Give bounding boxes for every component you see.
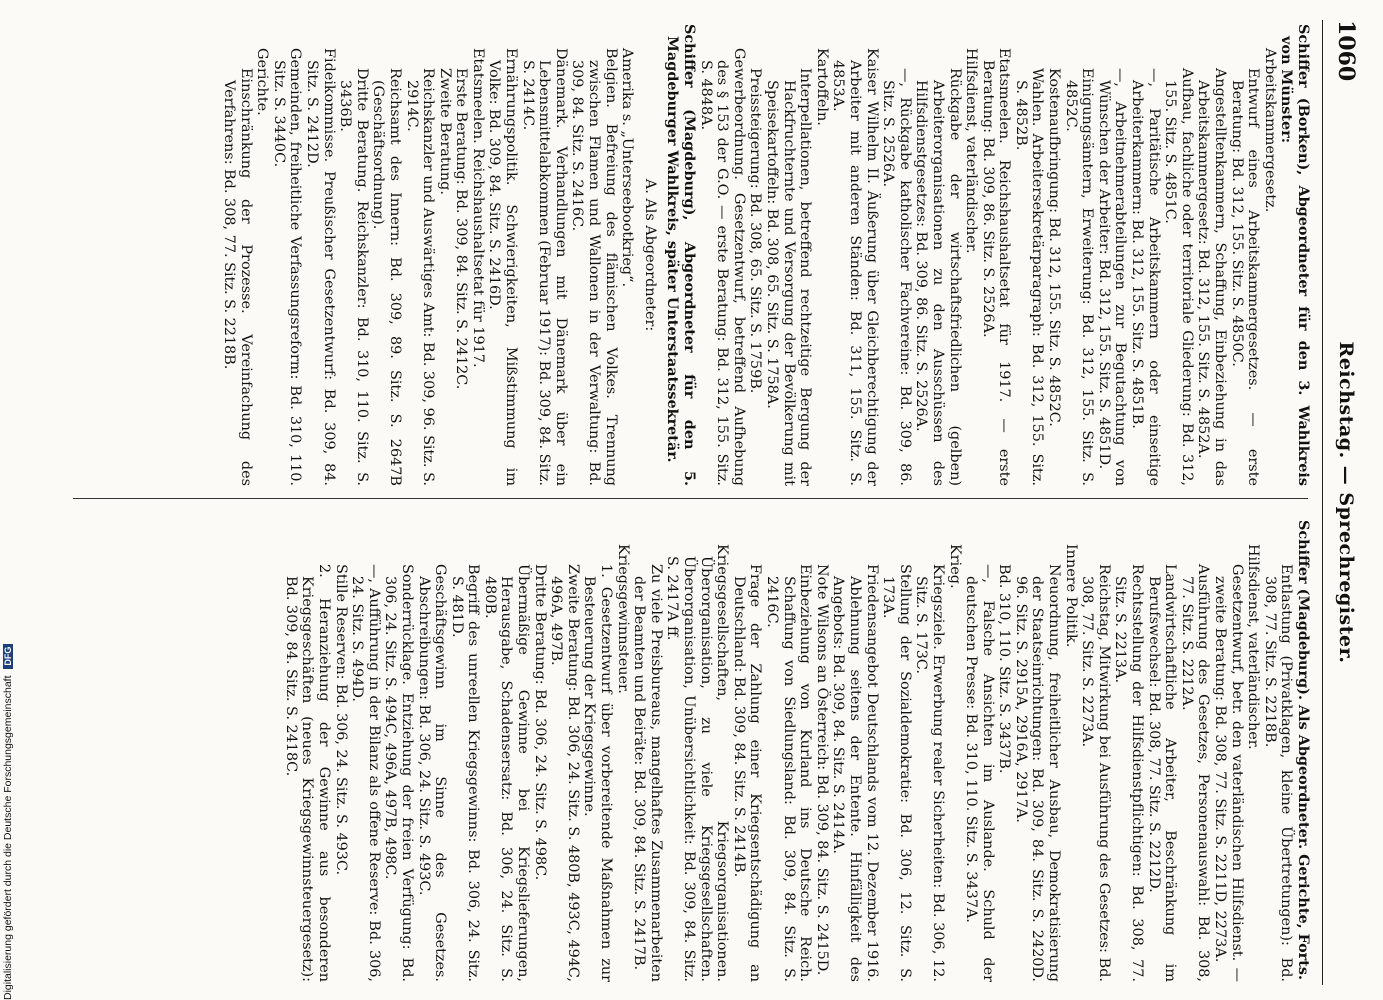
funding-note: Digitalisierung gefördert durch die Deutsche Forschungsgemeinschaft [2,675,14,1000]
index-entry: Note Wilsons an Österreich: Bd. 309, 84. Sitz. S. 2415D. [813,564,830,976]
index-entry: Friedensangebot Deutschlands vom 12. Dezember 1916. Ablehnung seitens der Entente. Hinfälligkeit des Angebots: Bd. 309, 84. Sitz. S. 2414A. [830,564,880,982]
index-entry: —, Rückgabe katholischer Fachvereine: Bd. 309, 86. Sitz. S. 2526A. [880,68,913,486]
index-entry: Zweite Beratung. [436,68,453,195]
index-entry: Fideikommisse. Preußischer Gesetzentwurf: Bd. 309, 84. Sitz. S. 2412D. [303,48,337,486]
index-entry: Interpellationen, betreffend rechtzeitige Bergung der Hackfruchternte und Versorgung der Bevölkerung mit Speisekartoffeln: Bd. 308, 65. Sitz. S. 1758A. [764,68,814,486]
index-entry: —, Paritätische Arbeitskammern oder einseitige Arbeiterkammern: Bd. 312, 155. Sitz. S. 4851B. [1129,68,1162,486]
index-entry: Etatsmeelen. Reichshaushaltsetat für 1917. [469,48,486,368]
dfg-logo: DFG [3,644,13,669]
column-divider [73,498,1308,499]
page-number: 1060 [1333,20,1359,82]
index-entry: Ausführung des Gesetzes, Personenauswahl: Bd. 308, 77. Sitz. S. 2212A. [1178,564,1212,982]
index-entry: Dritte Beratung: Bd. 306, 24. Sitz. S. 498C. [531,564,548,881]
index-entry: Kaiser Wilhelm II. Äußerung über Gleichberechtigung der Arbeiter mit anderen Ständen: Bd. 311, 155. Sitz. S. 4853A. [830,48,880,486]
funding-sidebar [0,0,16,1000]
section-heading: A. Als Abgeordneter: [641,178,658,332]
index-entry: Dänemark. Verhandlungen mit Dänemark über ein Lebensmittelabkommen (Februar 1917): Bd. 309, 84. Sitz. S. 2414C. [519,48,569,487]
index-entry: Angestelltenkammern, Schaffung, Einbeziehung in das Arbeitskammergesetz: Bd. 312, 155. Sitz. S. 4852A. [1195,68,1229,486]
index-entry: Kartoffeln. [813,48,830,126]
index-entry: Gewerbeordnung. Gesetzentwurf, betreffend Aufhebung des § 153 der G.O. — erste Beratung: Bd. 312, 155. Sitz. S. 4848A. [697,48,747,486]
index-entry: Zweite Beratung: Bd. 306, 24. Sitz. S. 480B, 493C, 494C, 496A, 497B. [548,564,581,982]
index-entry: Bd. 310, 110. Sitz. S. 3437B. [996,564,1013,774]
index-entry: Kriegsziele. Erwerbung realer Sicherheiten: Bd. 306, 12. Sitz. S. 173C. [913,564,946,982]
index-entry: Landwirtschaftliche Arbeiter, Beschränkung im Berufswechsel: Bd. 308, 77. Sitz. S. 2212D. [1145,564,1179,982]
running-title: Reichstag. — Sprechregister. [1335,341,1357,664]
index-entry: Gerichte. [254,48,271,116]
index-entry: Etatsmeelen. Reichshaushaltsetat für 1917. — erste Beratung: Bd. 309, 86. Sitz. S. 2526A. [979,48,1013,486]
index-entry: Wahlen. Arbeitersekretärparagraph: Bd. 312, 155. Sitz. S. 4852B. [1012,68,1046,486]
index-entry: Ernährungspolitik. Schwierigkeiten, Mißstimmung im Volke: Bd. 309, 84. Sitz. S. 2416D. [486,48,520,486]
index-entry: Entwurf eines Arbeitskammergesetzes. — erste Beratung: Bd. 312, 155. Sitz. S. 4850C. [1228,68,1262,486]
index-entry: —, Falsche Ansichten im Auslande. Schuld der deutschen Presse: Bd. 310, 110. Sitz. S. 3437A. [963,564,996,982]
index-entry: Preissteigerung: Bd. 308, 65. Sitz. S. 1759B. [747,68,764,394]
index-entry: Einigungsämtern, Erweiterung: Bd. 312, 155. Sitz. S. 4852C. [1062,68,1096,486]
entry-heading: Schiffer (Borken), Abgeordneter für den 3. Wahlkreis von Münster: [1278,24,1312,486]
index-entry: 2. Heranziehung der Gewinne aus besonderen Kriegsgeschäften (neues Kriegsgewinnsteuergesetz): Bd. 309, 84. Sitz. S. 2418C. [282,564,332,982]
index-entry: Übermäßige Gewinne bei Kriegslieferungen, Herausgabe, Schadensersatz: Bd. 306, 24. Sitz. S. 480B. [481,564,532,982]
index-entry: Reichskanzler und Auswärtiges Amt: Bd. 309, 96. Sitz. S. 2914C. [403,68,437,486]
index-entry: Hilfsdienst, vaterländischer. [1245,544,1262,750]
index-entry: Stellung der Sozialdemokratie: Bd. 306, 12. Sitz. S. 173A. [880,564,913,982]
index-entry: Krieg. [946,544,963,589]
index-entry: Aufbau, fachliche oder territoriale Gliederung: Bd. 312, 155. Sitz. S. 4851C. [1162,68,1195,486]
index-entry: Begriff des unreellen Kriegsgewinns: Bd. 306, 24. Sitz. S. 481D. [448,564,482,982]
index-entry: Frage der Zahlung einer Kriegsentschädigung an Deutschland: Bd. 309, 84. Sitz. S. 2414B. [730,564,764,982]
index-entry: 1. Gesetzentwurf über vorbereitende Maßnahmen zur Besteuerung der Kriegsgewinne. [581,564,615,982]
index-entry: Arbeitskammergesetz. [1261,48,1278,213]
index-entry: Hilfsdienst, vaterländischer. [963,48,980,254]
index-entry: Rückgabe der wirtschaftsfriedlichen (gelben) Arbeiterorganisationen zu den Ausschüssen des Hilfsdienstgesetzes: Bd. 309, 86. Sitz. S. 2526A. [913,68,963,486]
index-entry: Einbeziehung von Kurland ins Deutsche Reich. Schaffung von Siedlungsland: Bd. 309, 84. Sitz. S. 2416C. [764,564,814,982]
index-entry: Gesetzentwurf, betr. den vaterländischen Hilfsdienst. — zweite Beratung: Bd. 308, 77. Sitz. S. 2211D, 2273A. [1212,564,1245,982]
page-header [1322,20,1369,985]
index-entry: Kriegsgesellschaften, Kriegsorganisationen. Überorganisation, zu viele Kriegsgesellschaften. Überorganisation, Unübersichtlichkeit: Bd. 309, 84. Sitz. S. 2417A ff. [664,544,731,982]
index-entry: Belgien. Befreiung des flämischen Volkes. Trennung zwischen Flamen und Wallonen in der Verwaltung: Bd. 309, 84. Sitz. S. 2416C. [569,48,619,486]
index-entry: —, Aufführung in der Bilanz als offene Reserve: Bd. 306, 24. Sitz. S. 494D. [349,564,382,982]
left-column [220,24,1311,486]
index-entry: Kostenaufbringung: Bd. 312, 155. Sitz. S. 4852C. [1046,68,1063,427]
index-entry: Entlastung (Privatklagen, kleine Übertretungen): Bd. 308, 77. Sitz. S. 2218B. [1261,564,1295,982]
index-entry: Amerika s. „Unterseebootkrieg“. [619,48,636,288]
index-entry: Geschäftsgewinn im Sinne des Gesetzes. Abschreibungen: Bd. 306, 24. Sitz. S. 493C. [415,564,449,982]
index-entry: Zu viele Preisbureaus, mangelhaftes Zusammenarbeiten der Beamten und Beiräte: Bd. 309, 84. Sitz. S. 2417B. [631,564,664,982]
index-entry: Sonderrücklage. Entziehung der freien Verfügung: Bd. 306, 24. Sitz. S. 494C, 496A, 497B, 498C. [382,564,415,982]
entry-heading: Schiffer (Magdeburg). Als Abgeordneter. Gerichte, Forts. [1295,520,1312,981]
index-entry: Einschränkung der Prozesse. Vereinfachung des Verfahrens: Bd. 308, 77. Sitz. S. 2218B. [221,68,254,486]
index-entry: Rechtsstellung der Hilfsdienstpflichtigen: Bd. 308, 77. Sitz. S. 2213A. [1112,564,1146,982]
index-entry: —, Arbeitnehmerabteilungen zur Begutachtung von Wünschen der Arbeiter: Bd. 312, 155. Sitz. S. 4851D. [1095,68,1129,486]
index-entry: Stille Reserven: Bd. 306, 24. Sitz. S. 493C. [332,564,349,876]
index-entry: Reichstag, Mitwirkung bei Ausführung des Gesetzes: Bd. 308, 77. Sitz. S. 2273A. [1079,564,1112,982]
entry-heading: Schiffer (Magdeburg), Abgeordneter für den 5. Magdeburger Wahlkreis, später Unterstaatssekretär. [664,24,699,486]
index-entry: Gemeinden, freiheitliche Verfassungsreform: Bd. 310, 110. Sitz. S. 3440C. [270,48,304,486]
right-column [282,520,1311,982]
index-entry: Dritte Beratung. Reichskanzler: Bd. 310, 110. Sitz. S. 3436B. [337,68,370,486]
index-entry: Neuordnung, freiheitlicher Ausbau, Demokratisierung der Staatseinrichtungen: Bd. 309, 84. Sitz. S. 2420D. 96. Sitz. S. 2915A, 2916A, 2917A. [1012,564,1063,982]
index-entry: Erste Beratung: Bd. 309, 84. Sitz. S. 2412C. [453,68,470,390]
index-entry: Kriegsgewinnsteuer. [614,544,631,694]
index-entry: Innere Politik. [1062,544,1079,648]
index-entry: Reichsamt des Innern: Bd. 309, 89. Sitz. S. 2647B (Geschäftsordnung). [370,68,403,486]
